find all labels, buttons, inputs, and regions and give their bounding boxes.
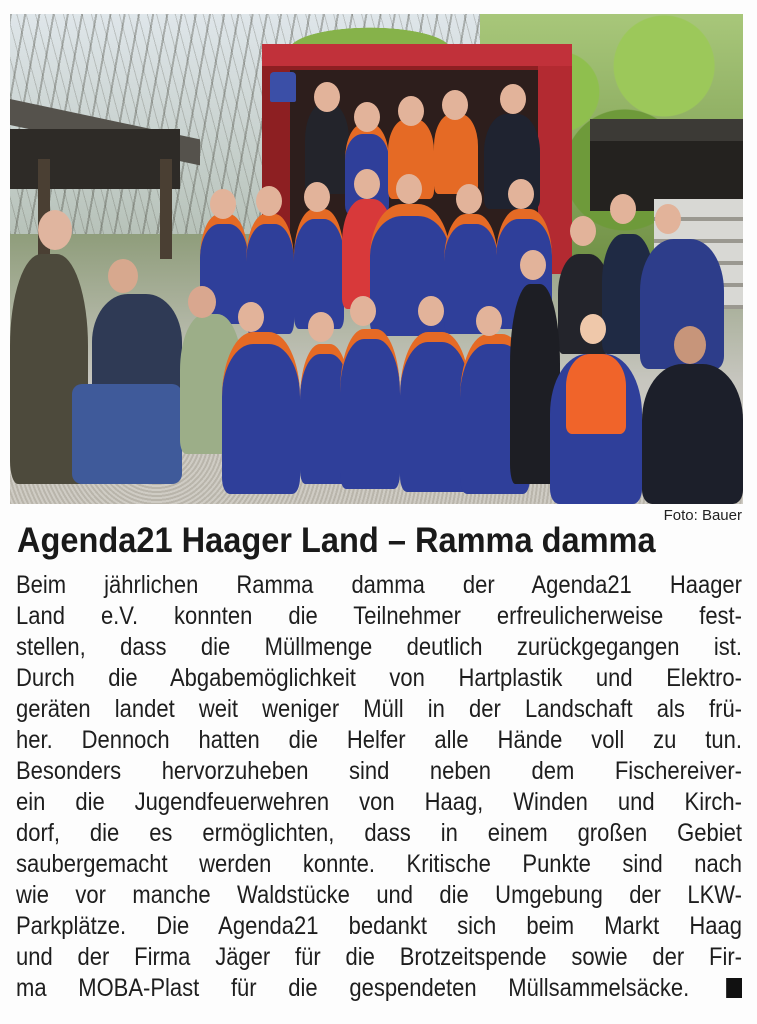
article-line: Land e.V. konnten die Teilnehmer erfreulicherweise fest- xyxy=(16,602,742,630)
article-line: Beim jährlichen Ramma damma der Agenda21 Haager xyxy=(16,571,742,599)
article-headline: Agenda21 Haager Land – Ramma damma xyxy=(17,521,656,560)
article-line: wie vor manche Waldstücke und die Umgebung der LKW- xyxy=(16,881,742,909)
article-line: her. Dennoch hatten die Helfer alle Hände voll zu tun. xyxy=(16,726,742,754)
article-line: Besonders hervorzuheben sind neben dem Fischereiver- xyxy=(16,757,742,785)
blue-light-icon xyxy=(270,72,296,102)
article-last-line xyxy=(16,973,742,1004)
photo-credit: Foto: Bauer xyxy=(663,507,742,524)
article-line: geräten landet weit weniger Müll in der Landschaft als frü- xyxy=(16,695,742,723)
article-line: saubergemacht werden konnte. Kritische Punkte sind nach xyxy=(16,850,742,878)
article-line: ein die Jugendfeuerwehren von Haag, Winden und Kirch- xyxy=(16,788,742,816)
article-line: dorf, die es ermöglichten, dass in einem großen Gebiet xyxy=(16,819,742,847)
article-line-text: ma MOBA-Plast für die gespendeten Müllsammelsäcke. xyxy=(16,974,690,1002)
end-of-article-square-icon xyxy=(726,978,742,998)
group-photo xyxy=(10,14,743,504)
article-line: stellen, dass die Müllmenge deutlich zurückgegangen ist. xyxy=(16,633,742,661)
article-body xyxy=(16,570,742,1004)
article-line: Parkplätze. Die Agenda21 bedankt sich beim Markt Haag xyxy=(16,912,742,940)
article-line: Durch die Abgabemöglichkeit von Hartplastik und Elektro- xyxy=(16,664,742,692)
article-line: und der Firma Jäger für die Brotzeitspende sowie der Fir- xyxy=(16,943,742,971)
